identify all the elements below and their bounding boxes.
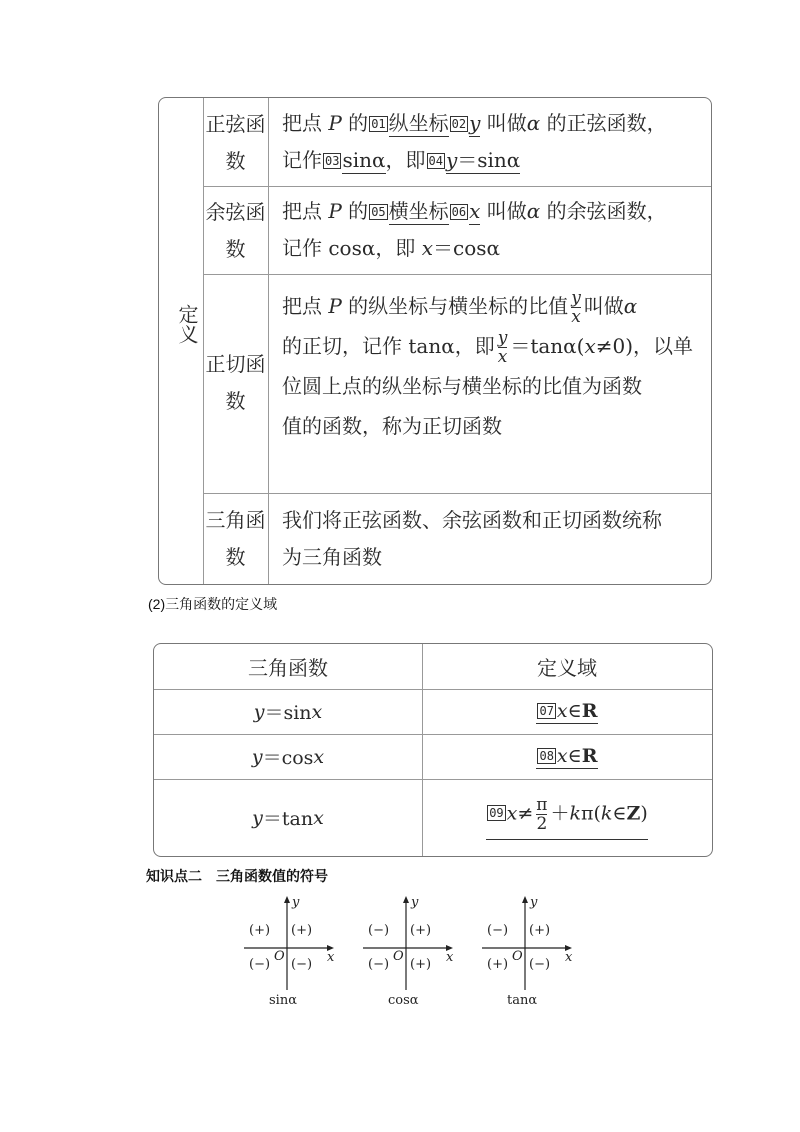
x-axis-label: x bbox=[327, 950, 335, 965]
var: x bbox=[556, 744, 568, 767]
definition-text bbox=[282, 193, 701, 267]
definition-side-cell bbox=[159, 98, 204, 584]
denominator: 2 bbox=[536, 813, 548, 834]
alpha: α bbox=[623, 294, 638, 318]
header-function: 三角函数 bbox=[154, 644, 423, 689]
text: ∈ bbox=[612, 802, 627, 824]
definition-row-trig bbox=[203, 493, 711, 584]
function-cell bbox=[154, 734, 423, 779]
denominator: x bbox=[497, 347, 508, 367]
x-axis-label: x bbox=[565, 950, 573, 965]
numerator: y bbox=[571, 288, 581, 308]
text: 记作 bbox=[282, 148, 322, 172]
blank-number: 06 bbox=[451, 205, 467, 219]
blank-answer bbox=[446, 148, 520, 174]
text: 的 bbox=[341, 111, 369, 135]
var: y bbox=[252, 806, 263, 829]
text: 位圆上点的纵坐标与横坐标的比值为函数 bbox=[282, 374, 642, 398]
row-label-cell bbox=[203, 186, 269, 274]
row-label: 正弦函数 bbox=[205, 112, 266, 173]
definition-text bbox=[282, 105, 701, 179]
domain-cell bbox=[422, 689, 712, 734]
text: ∈ bbox=[567, 744, 582, 767]
text: 的余弦函数， bbox=[540, 199, 667, 223]
row-label: 正切函数 bbox=[205, 352, 266, 413]
domain-header-row bbox=[154, 644, 712, 690]
sign-diagrams bbox=[0, 890, 800, 1030]
text: ＝cosα bbox=[433, 236, 501, 260]
text: 为三角函数 bbox=[282, 545, 382, 569]
blank-number: 08 bbox=[539, 748, 554, 763]
blank-answer: sinα bbox=[342, 148, 386, 172]
fraction-y-over-x bbox=[498, 329, 508, 366]
definition-side-label: 定义 bbox=[175, 304, 199, 344]
text: ≠0)，以单 bbox=[595, 334, 694, 358]
alpha: α bbox=[526, 111, 541, 135]
text: ∈ bbox=[567, 699, 582, 722]
function-cell bbox=[154, 689, 423, 734]
fraction-pi-over-2 bbox=[536, 796, 547, 833]
text: 记作 cosα，即 bbox=[282, 236, 422, 260]
var: x bbox=[421, 236, 434, 260]
quadrant-3-sign: (−) bbox=[368, 957, 390, 972]
definition-row-sine bbox=[203, 98, 711, 187]
blank-number: 03 bbox=[325, 154, 340, 168]
row-label-cell bbox=[203, 274, 269, 493]
var: k bbox=[600, 802, 613, 824]
domain-cell bbox=[422, 779, 712, 856]
set-r: R bbox=[581, 744, 598, 767]
numerator: π bbox=[536, 794, 548, 815]
row-label-cell bbox=[203, 493, 269, 584]
text: 的 bbox=[341, 199, 369, 223]
quadrant-3-sign: (+) bbox=[487, 957, 509, 972]
var: x bbox=[313, 745, 325, 768]
blank-number: 02 bbox=[451, 117, 467, 131]
text: 值的函数，称为正切函数 bbox=[282, 414, 502, 438]
text: ＋ bbox=[550, 802, 570, 824]
text: 我们将正弦函数、余弦函数和正切函数统称 bbox=[282, 508, 662, 532]
blank-number: 01 bbox=[371, 117, 386, 131]
text: 把点 bbox=[282, 111, 329, 135]
quadrant-2-sign: (+) bbox=[249, 923, 271, 938]
definition-row-tangent bbox=[203, 274, 711, 494]
text: 把点 bbox=[282, 199, 329, 223]
row-label: 三角函数 bbox=[205, 508, 266, 569]
quadrant-4-sign: (−) bbox=[529, 957, 551, 972]
text: ＝tan bbox=[262, 808, 314, 830]
function-name: cosα bbox=[388, 993, 419, 1008]
y-axis-label: y bbox=[292, 895, 300, 910]
denominator: x bbox=[571, 307, 581, 327]
set-z: Z bbox=[626, 802, 641, 824]
domain-caption: (2)三角函数的定义域 bbox=[148, 596, 278, 612]
definition-text bbox=[282, 502, 701, 576]
y-axis-arrow bbox=[284, 896, 290, 903]
origin-label: O bbox=[393, 949, 404, 964]
text: ＝sinα bbox=[457, 148, 521, 172]
domain-row-tan bbox=[154, 779, 712, 856]
text: π( bbox=[581, 802, 601, 824]
function-name: tanα bbox=[507, 993, 538, 1008]
text: 的正弦函数， bbox=[540, 111, 667, 135]
quadrant-1-sign: (+) bbox=[410, 923, 432, 938]
blank-number: 05 bbox=[371, 205, 386, 219]
var: y bbox=[251, 745, 263, 768]
function-cell bbox=[154, 779, 423, 856]
definition-row-cosine bbox=[203, 186, 711, 275]
domain-row-sin bbox=[154, 689, 712, 735]
text: ≠ bbox=[517, 802, 534, 824]
text: 叫做 bbox=[480, 111, 527, 135]
function-name: sinα bbox=[269, 993, 297, 1008]
y-axis-label: y bbox=[411, 895, 419, 910]
domain-cell bbox=[422, 734, 712, 779]
var: k bbox=[569, 802, 581, 824]
y-axis-label: y bbox=[530, 895, 538, 910]
y-axis-arrow bbox=[403, 896, 409, 903]
blank-answer: 纵坐标 bbox=[388, 111, 449, 135]
fraction-y-over-x bbox=[571, 289, 581, 326]
var: y bbox=[253, 700, 265, 723]
var: x bbox=[556, 699, 568, 722]
text: ＝cos bbox=[262, 747, 314, 769]
text: 叫做 bbox=[583, 294, 624, 318]
definition-text bbox=[282, 286, 701, 446]
point-p: P bbox=[328, 294, 342, 318]
var: x bbox=[506, 802, 518, 824]
definition-table bbox=[158, 97, 712, 585]
alpha: α bbox=[526, 199, 541, 223]
row-label: 余弦函数 bbox=[205, 200, 266, 261]
var: x bbox=[311, 700, 323, 723]
point-p: P bbox=[328, 199, 342, 223]
text: ，即 bbox=[385, 148, 426, 172]
text: 的纵坐标与横坐标的比值 bbox=[341, 294, 569, 318]
text: ) bbox=[640, 802, 648, 824]
section-heading: 知识点二 三角函数值的符号 bbox=[146, 868, 328, 884]
domain-table bbox=[153, 643, 713, 857]
blank-number: 04 bbox=[428, 154, 443, 168]
blank-number: 09 bbox=[489, 806, 504, 820]
numerator: y bbox=[497, 328, 508, 348]
domain-row-cos bbox=[154, 734, 712, 780]
blank-answer: x bbox=[469, 199, 481, 223]
var: y bbox=[445, 148, 458, 172]
text: 的正切，记作 tanα，即 bbox=[282, 334, 495, 358]
x-axis-label: x bbox=[446, 950, 454, 965]
origin-label: O bbox=[274, 949, 285, 964]
text: 把点 bbox=[282, 294, 329, 318]
quadrant-2-sign: (−) bbox=[487, 923, 509, 938]
var: x bbox=[313, 806, 324, 829]
header-domain: 定义域 bbox=[537, 656, 597, 680]
quadrant-4-sign: (−) bbox=[291, 957, 313, 972]
quadrant-4-sign: (+) bbox=[410, 957, 432, 972]
quadrant-1-sign: (+) bbox=[291, 923, 313, 938]
row-label-cell bbox=[203, 98, 269, 186]
origin-label: O bbox=[512, 949, 523, 964]
var: x bbox=[584, 334, 596, 358]
quadrant-3-sign: (−) bbox=[249, 957, 271, 972]
blank-answer: 横坐标 bbox=[388, 199, 449, 223]
point-p: P bbox=[328, 111, 342, 135]
text: ＝tanα( bbox=[510, 334, 585, 358]
y-axis-arrow bbox=[522, 896, 528, 903]
blank-number: 07 bbox=[539, 703, 554, 718]
text: ＝sin bbox=[264, 702, 312, 724]
text: 叫做 bbox=[480, 199, 527, 223]
set-r: R bbox=[581, 699, 598, 722]
quadrant-2-sign: (−) bbox=[368, 923, 390, 938]
quadrant-1-sign: (+) bbox=[529, 923, 551, 938]
blank-answer: y bbox=[469, 111, 481, 135]
